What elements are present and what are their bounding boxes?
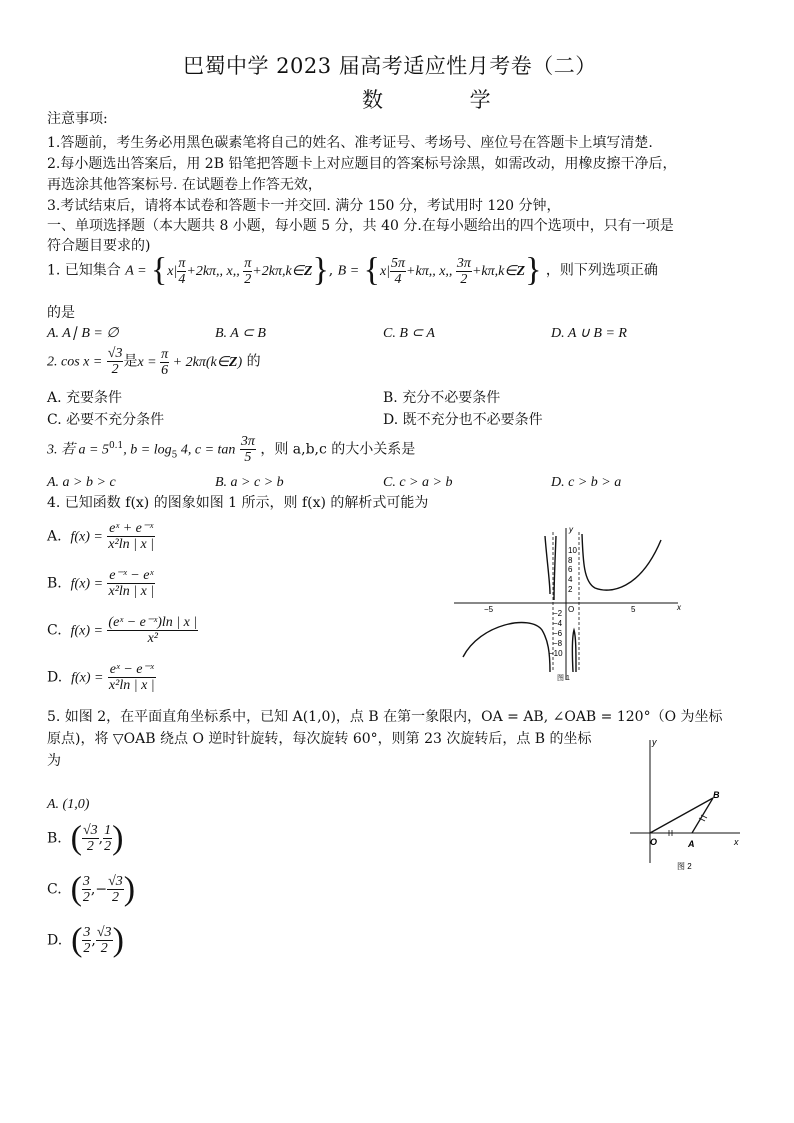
point-b-label: B <box>713 790 720 800</box>
figure-1-caption: 图 1 <box>557 675 570 682</box>
fraction <box>107 874 124 905</box>
q1-stem-start: 1. 已知集合 <box>47 262 121 279</box>
curve-left <box>463 623 550 672</box>
numerator: 3 <box>82 874 90 889</box>
fraction <box>82 823 99 854</box>
q3-stem-start: 3. 若 a = 5 <box>47 442 109 458</box>
q2-option-a[interactable]: A. 充要条件 <box>47 390 123 406</box>
q3-subscript: 5 <box>171 450 178 461</box>
right-paren: ) <box>112 819 124 857</box>
fraction <box>96 925 113 956</box>
q5-option-a[interactable]: A. (1,0) <box>47 797 90 812</box>
q4-option-d-lhs: f(x) = <box>71 670 104 686</box>
fraction <box>82 874 91 905</box>
q3-option-a[interactable]: A. a > b > c <box>47 475 116 490</box>
q1-option-c[interactable]: C. B ⊂ A <box>383 326 435 341</box>
q4-option-a-lhs: f(x) = <box>70 529 103 545</box>
notice-item-3: 3.考试结束后，请将本试卷和答题卡一并交回. 满分 150 分，考试用时 120 分钟， <box>47 198 561 214</box>
q2-option-d[interactable]: D. 既不充分也不必要条件 <box>383 412 543 428</box>
notice-heading: 注意事项: <box>47 111 108 127</box>
y-axis-label: y <box>652 737 657 747</box>
origin-label: O <box>568 605 575 614</box>
curve-right-inner <box>572 630 576 672</box>
q4-option-b-fraction <box>107 568 155 599</box>
q4-option-d[interactable] <box>47 662 156 693</box>
q4-option-a[interactable] <box>47 521 155 552</box>
x-axis-label: x <box>734 837 739 847</box>
y-axis-label: y <box>569 525 573 534</box>
q3-stem-mid2: 4, c = tan <box>177 442 236 458</box>
q1-option-a[interactable]: A. A∣ B = ∅ <box>47 326 119 341</box>
separator: , <box>98 830 104 847</box>
q4-option-c[interactable] <box>47 615 198 646</box>
q2-option-b[interactable]: B. 充分不必要条件 <box>383 390 501 406</box>
q2-stem-start: 2. cos x = <box>47 354 103 370</box>
q2-fraction: $\frac{√3}{2}$ <box>107 346 123 377</box>
y-tick-label: −6 <box>553 629 563 638</box>
numerator: √3 <box>108 874 123 889</box>
q1-set-b: B = <box>337 263 360 279</box>
left-paren: ( <box>70 819 82 857</box>
question-5-line-2: 原点)，将 ▽OAB 绕点 O 逆时针旋转，每次旋转 60°，则第 23 次旋转后，点 B 的坐标 <box>47 731 592 747</box>
y-tick-label: 10 <box>568 546 577 555</box>
denominator: 2 <box>100 941 108 956</box>
numerator: e⁻ˣ − eˣ <box>109 568 154 583</box>
y-tick-label: −4 <box>553 619 563 628</box>
q4-option-a-fraction <box>107 521 155 552</box>
q1-stem-cont: 的是 <box>47 305 75 321</box>
q1-option-d[interactable]: D. A ∪ B = R <box>551 326 627 341</box>
q4-option-b-label: B. <box>47 575 62 592</box>
question-4-stem: 4. 已知函数 f(x) 的图象如图 1 所示，则 f(x) 的解析式可能为 <box>47 495 429 511</box>
q4-option-b[interactable] <box>47 568 155 599</box>
q4-option-a-label: A. <box>47 528 62 545</box>
q3-exponent: 0.1 <box>108 440 124 451</box>
exam-title: 巴蜀中学 2023 届高考适应性月考卷（二） <box>183 54 597 78</box>
denominator: 2 <box>86 839 94 854</box>
q5-option-b-label: B. <box>47 830 62 847</box>
fraction <box>103 823 112 854</box>
subject-title: 数 学 <box>362 88 531 112</box>
notice-item-2-cont: 再选涂其他答案标号. 在试题卷上作答无效， <box>47 177 322 193</box>
q5-option-d[interactable] <box>47 921 124 959</box>
numerator: 3 <box>83 925 91 940</box>
q2-condition: x = $\frac{\pi}{6}$ + 2kπ(k∈Z) <box>137 346 243 378</box>
q4-option-d-label: D. <box>47 669 63 686</box>
question-5-line-1: 5. 如图 2，在平面直角坐标系中，已知 A(1,0)，点 B 在第一象限内，OA = AB, ∠OAB = 120°（O 为坐标 <box>47 709 723 725</box>
right-brace: } <box>312 251 329 289</box>
denominator: x²ln | x | <box>108 678 155 693</box>
q4-option-d-fraction <box>108 662 156 693</box>
numerator: eˣ + e⁻ˣ <box>109 521 154 536</box>
figure-1-graph <box>450 522 690 684</box>
q3-stem-end: ，则 a,b,c 的大小关系是 <box>260 441 416 458</box>
q5-option-d-label: D. <box>47 932 63 949</box>
q3-option-d[interactable]: D. c > b > a <box>551 475 622 490</box>
q5-option-c[interactable] <box>47 870 136 908</box>
curve-right <box>582 534 661 590</box>
q2-option-c[interactable]: C. 必要不充分条件 <box>47 412 165 428</box>
x-axis-label: x <box>677 603 681 612</box>
denominator: 2 <box>111 890 119 905</box>
q2-stem-end: 的 <box>246 353 261 370</box>
y-tick-label: 4 <box>568 575 573 584</box>
point-o-label: O <box>650 837 658 847</box>
separator: , <box>91 932 96 949</box>
y-tick-label: 2 <box>568 585 573 594</box>
numerator: 1 <box>104 823 112 838</box>
right-paren: ) <box>123 870 136 908</box>
numerator: eˣ − e⁻ˣ <box>109 662 154 677</box>
q1-set-a: A = <box>125 263 147 279</box>
q3-fraction: $\frac{3\pi}{5}$ <box>240 434 255 465</box>
q1-option-b[interactable]: B. A ⊂ B <box>215 326 266 341</box>
left-brace: { <box>150 251 168 289</box>
segment-ob <box>650 798 713 833</box>
q4-option-b-lhs: f(x) = <box>70 576 104 592</box>
question-3-stem <box>47 434 415 465</box>
denominator: 2 <box>104 839 112 854</box>
q5-option-c-label: C. <box>47 881 62 898</box>
section-heading-cont: 符合题目要求的) <box>47 238 151 254</box>
question-2-stem <box>47 346 261 378</box>
q1-set-a-body: x| $\frac{\pi}{4}$ +2kπ,, x,, $\frac{\pi}{2}$ +2kπ,k∈Z <box>167 256 313 287</box>
denominator: x²ln | x | <box>108 584 155 599</box>
q3-option-b[interactable]: B. a > c > b <box>215 475 284 490</box>
notice-item-2: 2.每小题选出答案后，用 2B 铅笔把答题卡上对应题目的答案标号涂黑，如需改动，用橡皮擦干净后， <box>47 156 677 172</box>
q4-option-c-lhs: f(x) = <box>70 623 103 639</box>
q1-set-b-body: x| $\frac{5\pi}{4}$ +kπ,, x,, $\frac{3\pi}{2}$ +kπ,k∈Z <box>379 256 526 287</box>
q3-stem-mid: , b = log <box>123 442 172 458</box>
denominator: 2 <box>82 890 90 905</box>
left-brace: { <box>363 251 380 289</box>
right-brace: } <box>525 251 542 289</box>
q5-option-b[interactable] <box>47 819 124 857</box>
question-5-line-3: 为 <box>47 753 61 769</box>
section-heading: 一、单项选择题（本大题共 8 小题，每小题 5 分，共 40 分.在每小题给出的四个选项中，只有一项是 <box>47 218 674 234</box>
point-a-label: A <box>688 839 695 849</box>
curve-left-inner <box>545 536 556 600</box>
left-paren: ( <box>70 870 82 908</box>
denominator: x²ln | x | <box>108 537 155 552</box>
q4-option-c-fraction <box>107 615 198 646</box>
y-tick-label: 6 <box>568 565 573 574</box>
q1-stem-end: ，则下列选项正确 <box>545 262 658 279</box>
q4-option-c-label: C. <box>47 622 62 639</box>
question-1-stem: 1. 已知集合 A = {x| $\frac{\pi}{4}$ +2kπ,, x,, $\frac{\pi}{2}$ +2kπ,k∈Z}, B = {x| $\frac{5\pi}{4}$ +kπ,, x,, $\frac{3\pi}{2}$ +kπ,k∈Z} ，则下列选项正确 <box>47 251 658 289</box>
y-tick-label: −2 <box>553 609 563 618</box>
q3-option-c[interactable]: C. c > a > b <box>383 475 453 490</box>
x-tick-label: −5 <box>484 605 494 614</box>
y-tick-label: −8 <box>553 639 563 648</box>
y-tick-label: −10 <box>549 649 563 658</box>
notice-item-1: 1.答题前，考生务必用黑色碳素笔将自己的姓名、准考证号、考场号、座位号在答题卡上填写清楚. <box>47 135 653 151</box>
denominator: x² <box>147 631 159 646</box>
numerator: (eˣ − e⁻ˣ)ln | x | <box>108 615 198 630</box>
numerator: √3 <box>96 925 112 940</box>
y-tick-label: 8 <box>568 556 573 565</box>
figure-2-caption: 图 2 <box>677 862 692 871</box>
figure-2-diagram <box>625 735 745 875</box>
left-paren: ( <box>71 921 83 959</box>
right-paren: ) <box>112 921 124 959</box>
numerator: √3 <box>82 823 98 838</box>
x-tick-label: 5 <box>631 605 636 614</box>
denominator: 2 <box>83 941 91 956</box>
q2-mid: 是 <box>123 353 138 370</box>
separator: ,− <box>90 881 108 898</box>
